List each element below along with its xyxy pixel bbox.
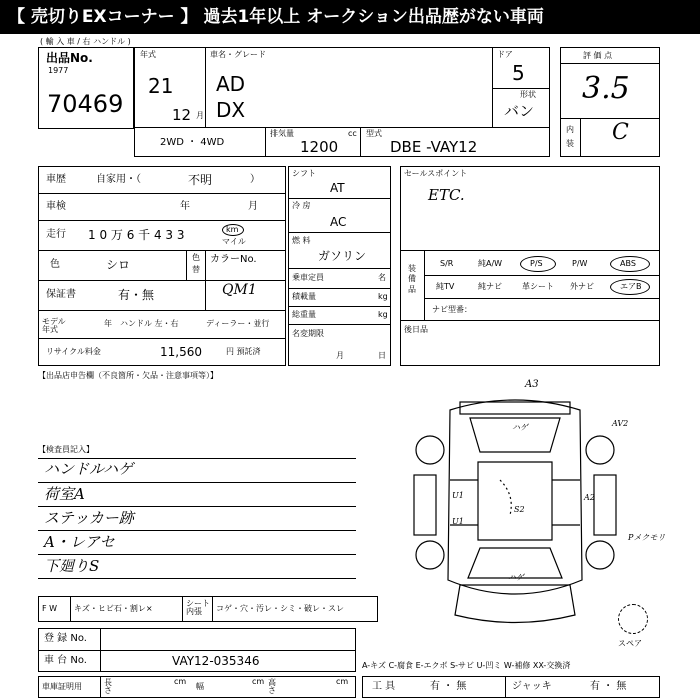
navi-label: ナビ型番： — [432, 305, 472, 314]
mileage-unit-km: km — [226, 225, 239, 234]
shape-value: バン — [504, 102, 535, 120]
mark-u1-a: U1 — [452, 491, 464, 500]
shift-value: AT — [330, 181, 345, 195]
month-unit: 月 — [196, 111, 204, 120]
history-value: 不明 — [188, 173, 213, 187]
equip-ext-navi: 外ナビ — [570, 282, 594, 291]
hood — [455, 585, 575, 623]
load-label: 積載量 — [292, 292, 316, 301]
mark-s2: S2 — [514, 505, 525, 514]
warranty-value: 有・無 — [118, 288, 155, 302]
capacity-label: 乗車定員 — [292, 273, 324, 282]
tools-label: 工 具 — [372, 681, 396, 692]
history-close: ） — [250, 174, 260, 185]
ac-value: AC — [330, 215, 347, 229]
drive-label: 2WD ・ 4WD — [160, 137, 225, 148]
legend: A-キズ C-腐食 E-エクボ S-サビ U-凹ミ W-補修 XX-交換済 — [362, 661, 571, 670]
fw-label: F W — [42, 604, 58, 613]
name-change-day: 日 — [378, 351, 386, 360]
lot-label: 出品No. — [46, 51, 93, 65]
chassis-value: VAY12-035346 — [172, 654, 260, 668]
recycle-label: リサイクル料金 — [46, 347, 101, 356]
size-width: 幅 — [196, 682, 204, 691]
color-label: 色 — [50, 259, 60, 270]
doors-value: 5 — [512, 61, 525, 85]
note-5: 下廻りS — [44, 557, 100, 575]
dealer-label: ディーラー・並行 — [206, 319, 270, 328]
model-label: 型式 — [366, 129, 382, 138]
score-label: 評 価 点 — [583, 51, 613, 60]
grade-value: DX — [216, 98, 246, 122]
mileage-label: 走行 — [46, 229, 66, 240]
model-value: DBE -VAY12 — [390, 138, 478, 156]
lot-tag: 1977 — [48, 66, 69, 75]
equip-label: 装 備 品 — [408, 264, 416, 294]
chassis-label: 車 台 No. — [44, 655, 87, 666]
equip-pw: P/W — [572, 259, 588, 268]
fw-items: キズ・ヒビ石・割レ× — [74, 604, 153, 613]
recycle-unit: 円 預託済 — [226, 347, 261, 356]
mark-p-kumori: Pメクモリ — [628, 533, 666, 542]
displacement-label: 排気量 — [270, 129, 294, 138]
warranty-label: 保証書 — [46, 289, 76, 300]
model-year-label: モデル 年式 — [42, 317, 66, 334]
report-title: 【出品店申告欄（不良箇所・欠品・注意事項等）】 — [38, 371, 218, 380]
mark-a3: A3 — [525, 379, 539, 390]
lot-number: 70469 — [47, 90, 124, 118]
tools-value: 有 ・ 無 — [430, 681, 467, 692]
seat-items: コゲ・穴・汚レ・シミ・破レ・スレ — [216, 604, 344, 613]
name-label: 車名・グレード — [210, 50, 266, 59]
mark-hage-top: ハゲ — [512, 423, 528, 432]
equip-abs: ABS — [620, 259, 636, 268]
spare-label: スペア — [618, 639, 642, 648]
equip-airbag: エアB — [620, 282, 642, 291]
left-side-panel — [414, 475, 436, 535]
seat-label: シート 内張 — [186, 599, 210, 616]
equip-navi: 純ナビ — [478, 282, 502, 291]
name-value: AD — [216, 72, 246, 96]
history-label: 車歴 — [46, 174, 66, 185]
jack-value: 有 ・ 無 — [590, 681, 627, 692]
history-options: 自家用・（ — [96, 174, 141, 185]
details-box — [38, 166, 286, 366]
ac-label: 冷 房 — [292, 201, 311, 210]
shape-label: 形状 — [520, 90, 536, 99]
note-3: ステッカー跡 — [44, 509, 134, 527]
equip-ps: P/S — [530, 259, 543, 268]
weight-label: 総重量 — [292, 310, 316, 319]
size-long-unit: cm — [174, 677, 187, 686]
size-width-unit: cm — [252, 677, 265, 686]
capacity-unit: 名 — [378, 273, 386, 282]
mileage-unit-mile: マイル — [222, 237, 246, 246]
interior-value: C — [612, 120, 629, 145]
size-label: 車庫証明用 — [42, 682, 82, 691]
color-change-2: 替 — [192, 265, 200, 274]
year-label: 年式 — [140, 50, 156, 59]
displacement-unit: cc — [348, 129, 357, 138]
name-change-month: 月 — [336, 351, 344, 360]
shift-label: シフト — [292, 169, 316, 178]
note-4: A・レアセ — [44, 533, 115, 551]
size-long: 長 さ — [104, 678, 112, 695]
color-no-value: QM1 — [222, 282, 257, 298]
inspection-year: 年 — [180, 201, 190, 212]
right-side-panel — [594, 475, 616, 535]
added-label: 後日品 — [404, 325, 428, 334]
color-no-label: カラーNo. — [210, 254, 257, 265]
roof — [478, 462, 552, 540]
interior-label-2: 装 — [566, 139, 574, 148]
spare-tire-icon — [618, 604, 648, 634]
name-change-label: 名変期限 — [292, 329, 324, 338]
equip-sr: S/R — [440, 259, 454, 268]
wheel-rear-right — [586, 436, 614, 464]
size-height: 高 さ — [268, 678, 276, 695]
reg-label: 登 録 No. — [44, 633, 87, 644]
banner: 【 売切りEXコーナー 】 過去1年以上 オークション出品歴がない車両 — [0, 0, 700, 34]
mark-hage-bottom: ハゲ — [508, 573, 524, 582]
mark-u1-b: U1 — [452, 517, 464, 526]
wheel-rear-left — [416, 436, 444, 464]
inspection-month: 月 — [248, 201, 258, 212]
month-value: 12 — [172, 106, 192, 124]
sales-label: セールスポイント — [404, 169, 468, 178]
size-height-unit: cm — [336, 677, 349, 686]
mark-a2: A2 — [584, 493, 595, 502]
equip-aw: 純A/W — [478, 259, 503, 268]
color-value: シロ — [106, 258, 131, 272]
handle-label: ハンドル 左・右 — [120, 319, 179, 328]
note-2: 荷室A — [44, 485, 85, 503]
mileage-value: 1 0 万 6 千 4 3 3 — [88, 228, 185, 242]
equip-leather: 革シート — [522, 282, 554, 291]
displacement-value: 1200 — [300, 138, 339, 156]
fuel-value: ガソリン — [318, 249, 367, 263]
weight-unit: kg — [378, 310, 388, 319]
interior-label-1: 内 — [566, 125, 574, 134]
color-change-1: 色 — [192, 253, 200, 262]
year-value: 21 — [148, 74, 174, 98]
inspection-label: 車検 — [46, 201, 66, 212]
inspector-title: 【検査員記入】 — [38, 445, 94, 454]
score-value: 3.5 — [582, 71, 630, 106]
notes-top: ( 輸 入 車 / 右 ハンドル ) — [40, 37, 131, 46]
wheel-front-left — [416, 541, 444, 569]
fuel-label: 燃 料 — [292, 236, 311, 245]
model-year-year: 年 — [104, 319, 112, 328]
jack-label: ジャッキ — [512, 681, 552, 692]
note-1: ハンドルハゲ — [44, 460, 133, 478]
load-unit: kg — [378, 292, 388, 301]
recycle-value: 11,560 — [160, 345, 202, 359]
wheel-front-right — [586, 541, 614, 569]
doors-label: ドア — [497, 50, 513, 59]
equip-tv: 純TV — [436, 282, 455, 291]
sales-value: ETC. — [428, 186, 465, 204]
mark-av2: AV2 — [612, 419, 629, 428]
